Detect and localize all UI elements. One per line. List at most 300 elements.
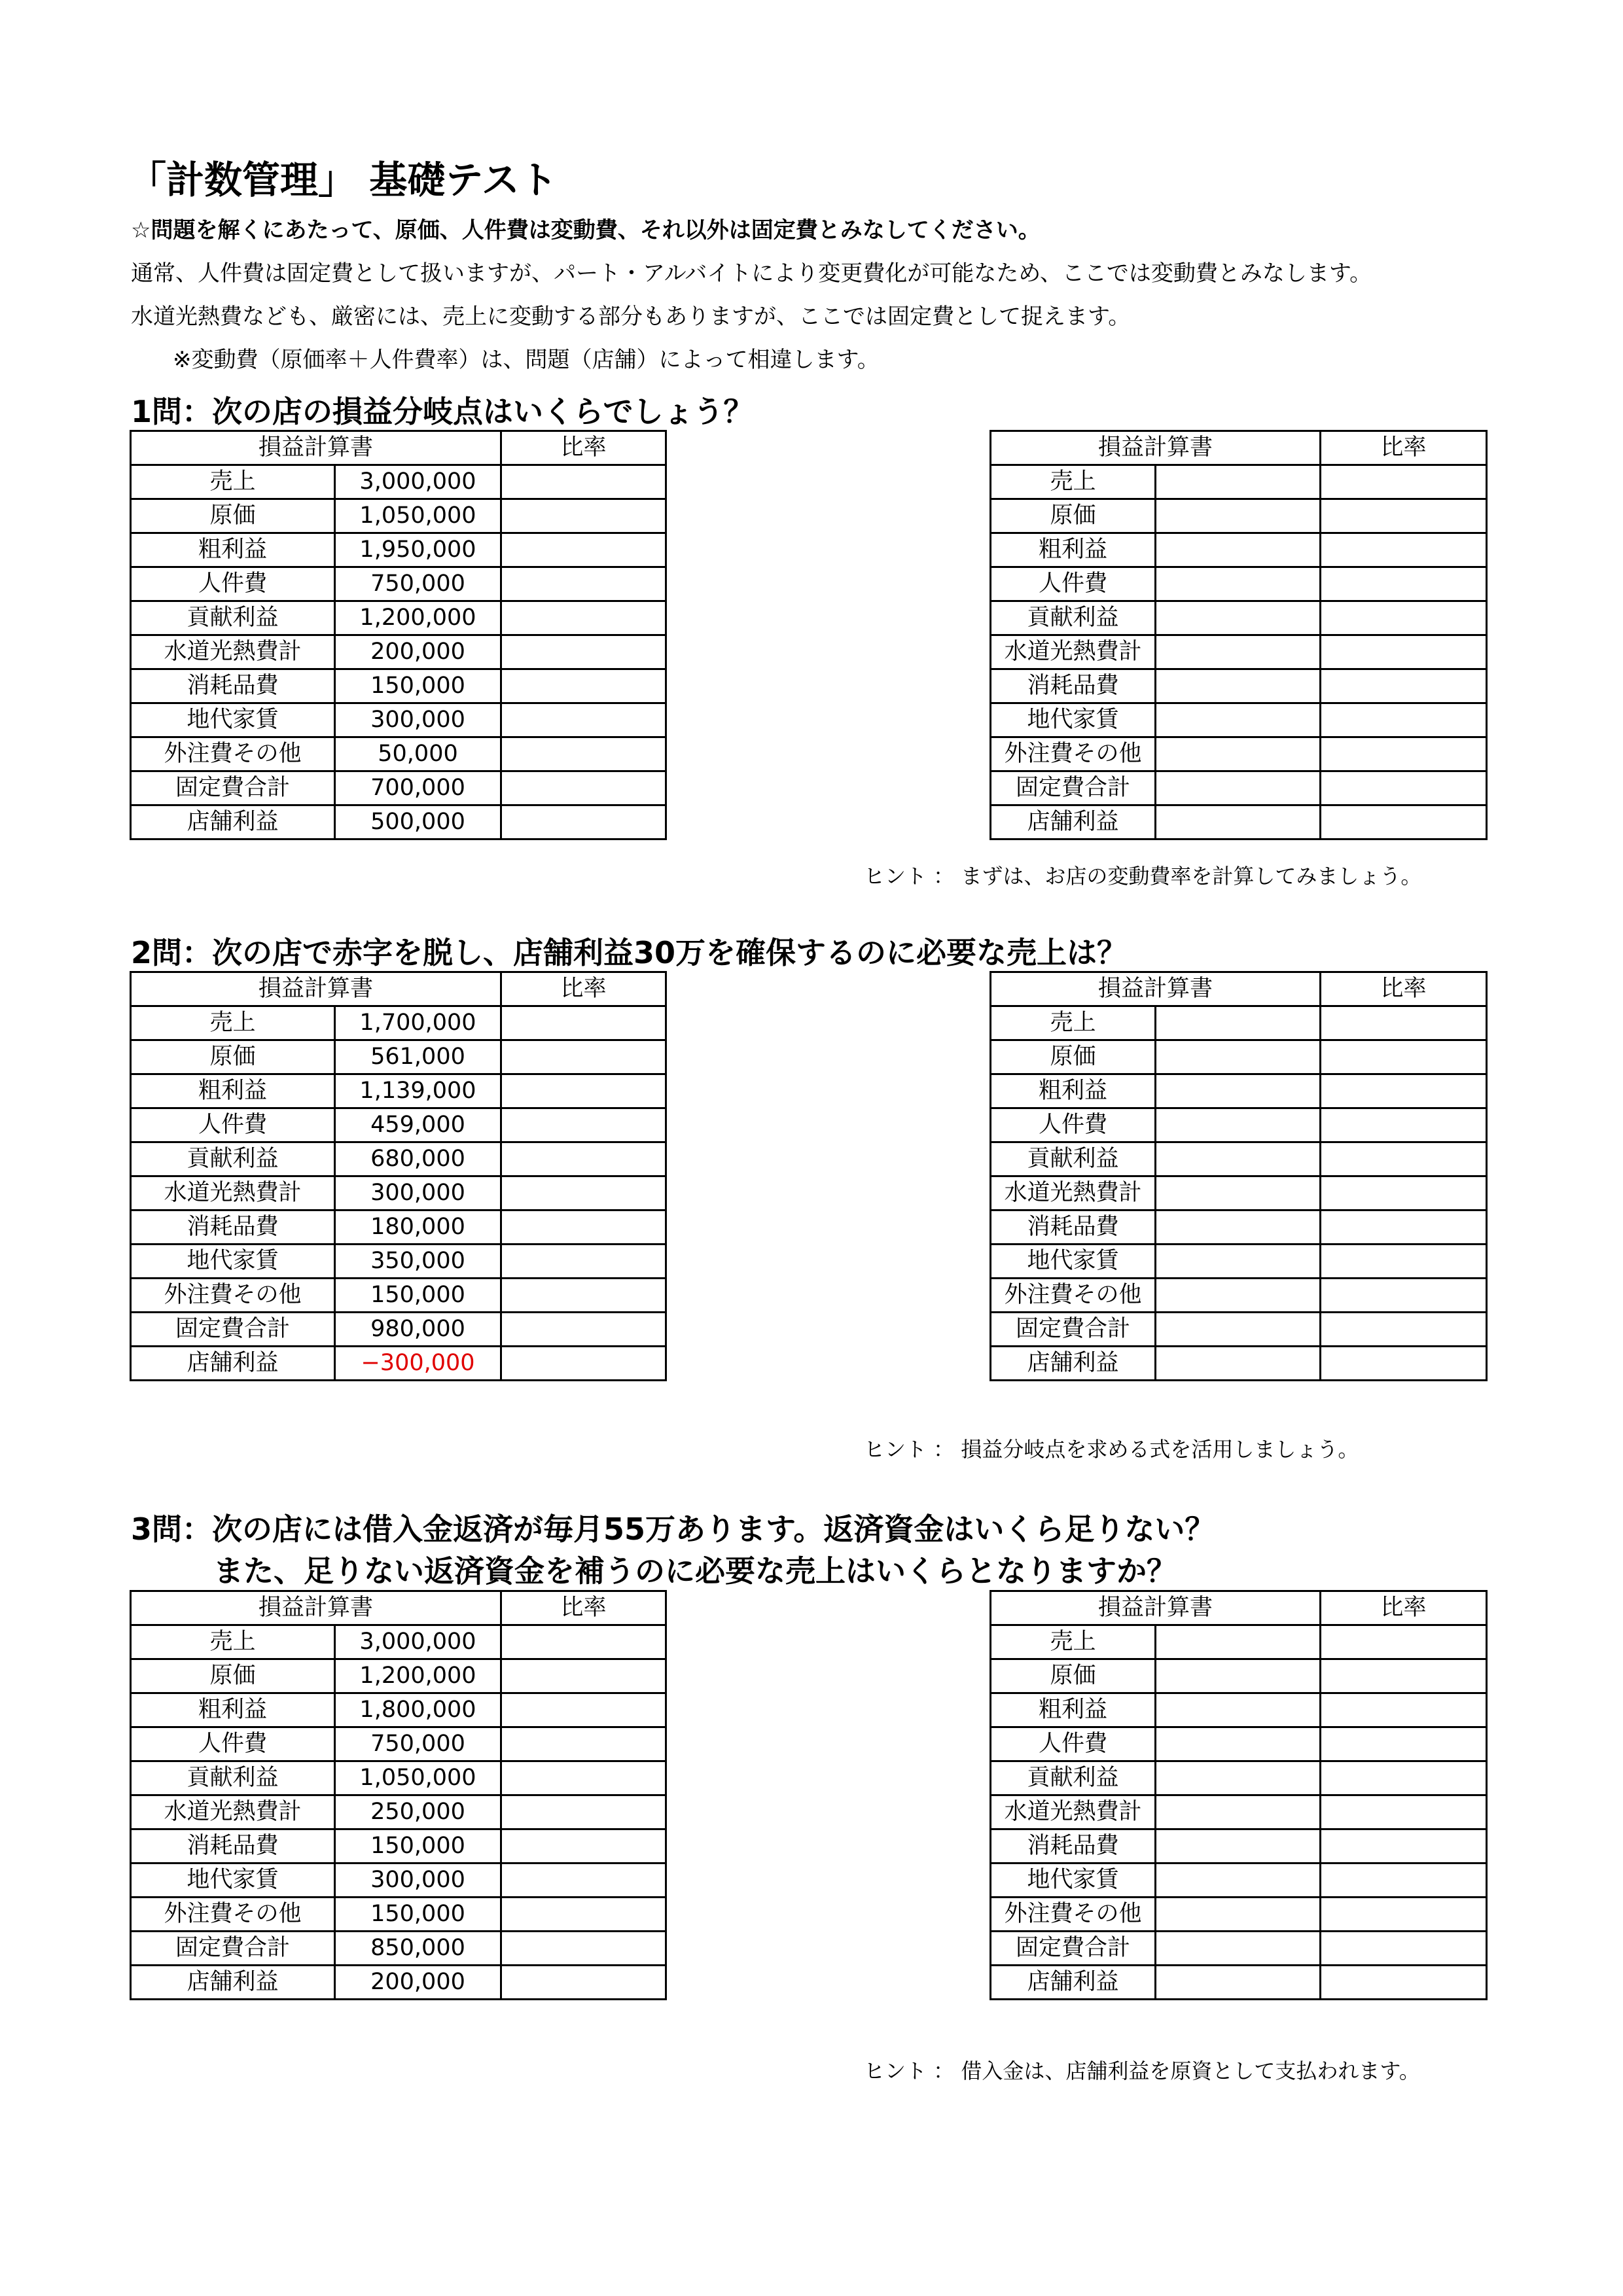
row-label: 外注費その他 xyxy=(131,1279,335,1313)
row-label: 地代家賃 xyxy=(131,1863,335,1898)
answer-value-cell[interactable] xyxy=(1156,1040,1321,1074)
question-3-hint: ヒント ： 借入金は、店舗利益を原資として支払われます。 xyxy=(864,2058,1420,2083)
row-label: 粗利益 xyxy=(991,533,1156,567)
ratio-cell[interactable] xyxy=(501,499,666,533)
table-row xyxy=(131,465,666,499)
statement-header: 損益計算書 xyxy=(131,1591,501,1625)
ratio-cell[interactable] xyxy=(501,1932,666,1966)
table-row xyxy=(131,1210,666,1245)
ratio-cell[interactable] xyxy=(501,771,666,805)
answer-value-cell[interactable] xyxy=(1156,1074,1321,1108)
row-label: 水道光熱費計 xyxy=(991,635,1156,669)
intro-line-3: ※変動費（原価率＋人件費率）は、問題（店舗）によって相違します。 xyxy=(173,347,880,373)
ratio-header: 比率 xyxy=(1321,1591,1487,1625)
ratio-cell[interactable] xyxy=(501,1313,666,1347)
ratio-cell[interactable] xyxy=(501,1966,666,2000)
table-row xyxy=(991,1176,1487,1210)
ratio-cell[interactable] xyxy=(501,1795,666,1829)
row-label: 水道光熱費計 xyxy=(991,1795,1156,1829)
ratio-cell[interactable] xyxy=(501,1279,666,1313)
answer-ratio-cell[interactable] xyxy=(1321,1006,1487,1040)
answer-value-cell[interactable] xyxy=(1156,1210,1321,1245)
row-label: 人件費 xyxy=(991,1108,1156,1142)
row-value: 459,000 xyxy=(335,1108,501,1142)
table-row xyxy=(991,1932,1487,1966)
ratio-cell[interactable] xyxy=(501,669,666,703)
question-1-title: 1問：次の店の損益分岐点はいくらでしょう？ xyxy=(131,394,754,429)
row-value: 350,000 xyxy=(335,1245,501,1279)
row-label: 貢献利益 xyxy=(991,1142,1156,1176)
table-row xyxy=(131,703,666,737)
row-label: 店舗利益 xyxy=(131,805,335,839)
table-header-row xyxy=(991,431,1487,465)
answer-ratio-cell[interactable] xyxy=(1321,1898,1487,1932)
ratio-cell[interactable] xyxy=(501,1727,666,1761)
answer-income-statement-table xyxy=(990,971,1488,1381)
table-row xyxy=(131,533,666,567)
intro-line-2: 水道光熱費なども、厳密には、売上に変動する部分もありますが、ここでは固定費として捉えます。 xyxy=(131,304,1131,330)
row-label: 消耗品費 xyxy=(991,1829,1156,1863)
ratio-cell[interactable] xyxy=(501,1040,666,1074)
table-row xyxy=(991,1142,1487,1176)
answer-value-cell[interactable] xyxy=(1156,567,1321,601)
table-row xyxy=(991,1795,1487,1829)
row-value: 50,000 xyxy=(335,737,501,771)
question-3-title-line-2: また、足りない返済資金を補うのに必要な売上はいくらとなりますか？ xyxy=(213,1553,1177,1589)
answer-ratio-cell[interactable] xyxy=(1321,1313,1487,1347)
row-value: 150,000 xyxy=(335,1829,501,1863)
row-label: 原価 xyxy=(991,1659,1156,1693)
row-label: 粗利益 xyxy=(991,1074,1156,1108)
table-row xyxy=(131,737,666,771)
table-row xyxy=(991,533,1487,567)
answer-ratio-cell[interactable] xyxy=(1321,1074,1487,1108)
ratio-cell[interactable] xyxy=(501,1829,666,1863)
table-row xyxy=(131,1279,666,1313)
table-row xyxy=(131,1795,666,1829)
row-value: 300,000 xyxy=(335,1863,501,1898)
answer-value-cell[interactable] xyxy=(1156,1108,1321,1142)
answer-value-cell[interactable] xyxy=(1156,465,1321,499)
answer-ratio-cell[interactable] xyxy=(1321,1966,1487,2000)
answer-ratio-cell[interactable] xyxy=(1321,1279,1487,1313)
answer-value-cell[interactable] xyxy=(1156,737,1321,771)
row-label: 水道光熱費計 xyxy=(131,1795,335,1829)
answer-value-cell[interactable] xyxy=(1156,1347,1321,1381)
table-row xyxy=(991,1347,1487,1381)
row-value: 680,000 xyxy=(335,1142,501,1176)
answer-ratio-cell[interactable] xyxy=(1321,669,1487,703)
row-value: 750,000 xyxy=(335,567,501,601)
row-label: 固定費合計 xyxy=(131,771,335,805)
answer-value-cell[interactable] xyxy=(1156,1176,1321,1210)
answer-value-cell[interactable] xyxy=(1156,1693,1321,1727)
ratio-cell[interactable] xyxy=(501,737,666,771)
answer-ratio-cell[interactable] xyxy=(1321,1829,1487,1863)
row-label: 貢献利益 xyxy=(991,1761,1156,1795)
row-value: 980,000 xyxy=(335,1313,501,1347)
row-value: 1,200,000 xyxy=(335,1659,501,1693)
table-row xyxy=(991,669,1487,703)
table-row xyxy=(991,1693,1487,1727)
table-row xyxy=(131,1898,666,1932)
row-value: 850,000 xyxy=(335,1932,501,1966)
table-row xyxy=(131,1313,666,1347)
answer-value-cell[interactable] xyxy=(1156,1863,1321,1898)
row-value: 1,050,000 xyxy=(335,1761,501,1795)
statement-header: 損益計算書 xyxy=(991,431,1321,465)
income-statement-table xyxy=(130,430,667,840)
question-1-hint: ヒント ： まずは、お店の変動費率を計算してみましょう。 xyxy=(864,864,1422,889)
row-value: 300,000 xyxy=(335,1176,501,1210)
row-label: 貢献利益 xyxy=(991,601,1156,635)
table-header-row xyxy=(991,1591,1487,1625)
ratio-header: 比率 xyxy=(501,972,666,1006)
answer-ratio-cell[interactable] xyxy=(1321,1727,1487,1761)
row-label: 固定費合計 xyxy=(131,1313,335,1347)
row-value: 1,700,000 xyxy=(335,1006,501,1040)
table-row xyxy=(131,499,666,533)
row-value: 3,000,000 xyxy=(335,1625,501,1659)
table-row xyxy=(131,1966,666,2000)
page-title: 「計数管理」 基礎テスト xyxy=(128,158,558,202)
row-label: 貢献利益 xyxy=(131,1142,335,1176)
row-label: 売上 xyxy=(131,465,335,499)
question-3-title: 3問：次の店には借入金返済が毎月55万あります。返済資金はいくら足りない？ xyxy=(131,1511,1215,1547)
question-2-title: 2問：次の店で赤字を脱し、店舗利益30万を確保するのに必要な売上は？ xyxy=(131,935,1128,970)
answer-value-cell[interactable] xyxy=(1156,805,1321,839)
answer-value-cell[interactable] xyxy=(1156,601,1321,635)
answer-ratio-cell[interactable] xyxy=(1321,465,1487,499)
answer-value-cell[interactable] xyxy=(1156,499,1321,533)
answer-ratio-cell[interactable] xyxy=(1321,1210,1487,1245)
table-row xyxy=(131,1347,666,1381)
row-value: 200,000 xyxy=(335,635,501,669)
table-row xyxy=(991,1659,1487,1693)
instruction-note: ☆問題を解くにあたって、原価、人件費は変動費、それ以外は固定費とみなしてください。 xyxy=(131,217,1041,243)
table-row xyxy=(991,1006,1487,1040)
table-row xyxy=(991,771,1487,805)
table-row xyxy=(991,1245,1487,1279)
row-label: 固定費合計 xyxy=(131,1932,335,1966)
statement-header: 損益計算書 xyxy=(991,1591,1321,1625)
row-value: 561,000 xyxy=(335,1040,501,1074)
row-label: 人件費 xyxy=(991,1727,1156,1761)
table-row xyxy=(131,669,666,703)
ratio-cell[interactable] xyxy=(501,533,666,567)
ratio-cell[interactable] xyxy=(501,1074,666,1108)
row-label: 消耗品費 xyxy=(131,669,335,703)
row-label: 原価 xyxy=(991,499,1156,533)
table-row xyxy=(991,1727,1487,1761)
answer-ratio-cell[interactable] xyxy=(1321,1347,1487,1381)
answer-value-cell[interactable] xyxy=(1156,1659,1321,1693)
answer-value-cell[interactable] xyxy=(1156,1313,1321,1347)
answer-ratio-cell[interactable] xyxy=(1321,805,1487,839)
answer-ratio-cell[interactable] xyxy=(1321,1761,1487,1795)
row-label: 水道光熱費計 xyxy=(131,635,335,669)
row-label: 売上 xyxy=(991,1006,1156,1040)
table-row xyxy=(991,635,1487,669)
ratio-header: 比率 xyxy=(501,431,666,465)
row-label: 水道光熱費計 xyxy=(991,1176,1156,1210)
intro-line-1: 通常、人件費は固定費として扱いますが、パート・アルバイトにより変更費化が可能なため、ここでは変動費とみなします。 xyxy=(131,260,1372,287)
ratio-cell[interactable] xyxy=(501,1659,666,1693)
table-row xyxy=(131,567,666,601)
answer-ratio-cell[interactable] xyxy=(1321,1659,1487,1693)
row-label: 粗利益 xyxy=(131,533,335,567)
row-label: 人件費 xyxy=(131,1108,335,1142)
row-label: 粗利益 xyxy=(131,1074,335,1108)
row-label: 固定費合計 xyxy=(991,1313,1156,1347)
answer-ratio-cell[interactable] xyxy=(1321,1245,1487,1279)
ratio-cell[interactable] xyxy=(501,1108,666,1142)
row-label: 店舗利益 xyxy=(991,1966,1156,2000)
answer-ratio-cell[interactable] xyxy=(1321,533,1487,567)
row-label: 外注費その他 xyxy=(991,1898,1156,1932)
table-row xyxy=(991,1108,1487,1142)
ratio-cell[interactable] xyxy=(501,1693,666,1727)
table-row xyxy=(991,465,1487,499)
row-label: 貢献利益 xyxy=(131,601,335,635)
answer-value-cell[interactable] xyxy=(1156,1932,1321,1966)
table-header-row xyxy=(131,431,666,465)
ratio-cell[interactable] xyxy=(501,1176,666,1210)
row-label: 店舗利益 xyxy=(991,805,1156,839)
table-row xyxy=(131,1932,666,1966)
answer-ratio-cell[interactable] xyxy=(1321,1693,1487,1727)
row-value: 1,200,000 xyxy=(335,601,501,635)
row-label: 固定費合計 xyxy=(991,771,1156,805)
row-value: 150,000 xyxy=(335,1898,501,1932)
table-row xyxy=(131,771,666,805)
table-row xyxy=(131,1142,666,1176)
ratio-cell[interactable] xyxy=(501,635,666,669)
ratio-cell[interactable] xyxy=(501,601,666,635)
answer-value-cell[interactable] xyxy=(1156,1727,1321,1761)
statement-header: 損益計算書 xyxy=(991,972,1321,1006)
answer-ratio-cell[interactable] xyxy=(1321,1863,1487,1898)
answer-value-cell[interactable] xyxy=(1156,1245,1321,1279)
answer-ratio-cell[interactable] xyxy=(1321,1108,1487,1142)
table-row xyxy=(131,1863,666,1898)
answer-value-cell[interactable] xyxy=(1156,533,1321,567)
table-row xyxy=(131,1727,666,1761)
answer-ratio-cell[interactable] xyxy=(1321,1142,1487,1176)
table-header-row xyxy=(131,1591,666,1625)
table-row xyxy=(991,1040,1487,1074)
statement-header: 損益計算書 xyxy=(131,431,501,465)
answer-value-cell[interactable] xyxy=(1156,1625,1321,1659)
row-label: 外注費その他 xyxy=(991,1279,1156,1313)
row-label: 粗利益 xyxy=(131,1693,335,1727)
row-value: 200,000 xyxy=(335,1966,501,2000)
row-label: 外注費その他 xyxy=(991,737,1156,771)
row-label: 消耗品費 xyxy=(991,669,1156,703)
table-row xyxy=(991,737,1487,771)
ratio-cell[interactable] xyxy=(501,1245,666,1279)
table-row xyxy=(991,1829,1487,1863)
row-value: −300,000 xyxy=(335,1347,501,1381)
ratio-cell[interactable] xyxy=(501,1142,666,1176)
question-2-hint: ヒント ： 損益分岐点を求める式を活用しましょう。 xyxy=(864,1437,1359,1462)
row-label: 消耗品費 xyxy=(131,1829,335,1863)
answer-value-cell[interactable] xyxy=(1156,1966,1321,2000)
row-label: 水道光熱費計 xyxy=(131,1176,335,1210)
row-value: 150,000 xyxy=(335,669,501,703)
answer-value-cell[interactable] xyxy=(1156,703,1321,737)
table-row xyxy=(131,1074,666,1108)
table-row xyxy=(131,1108,666,1142)
row-label: 外注費その他 xyxy=(131,737,335,771)
row-label: 原価 xyxy=(131,1040,335,1074)
row-value: 3,000,000 xyxy=(335,465,501,499)
table-row xyxy=(131,1693,666,1727)
answer-value-cell[interactable] xyxy=(1156,1279,1321,1313)
table-row xyxy=(991,1074,1487,1108)
answer-value-cell[interactable] xyxy=(1156,669,1321,703)
row-value: 750,000 xyxy=(335,1727,501,1761)
ratio-cell[interactable] xyxy=(501,805,666,839)
row-label: 人件費 xyxy=(131,567,335,601)
table-row xyxy=(131,1176,666,1210)
ratio-cell[interactable] xyxy=(501,1863,666,1898)
row-label: 人件費 xyxy=(991,567,1156,601)
row-label: 消耗品費 xyxy=(991,1210,1156,1245)
answer-ratio-cell[interactable] xyxy=(1321,703,1487,737)
table-row xyxy=(131,635,666,669)
row-label: 粗利益 xyxy=(991,1693,1156,1727)
ratio-header: 比率 xyxy=(1321,431,1487,465)
table-row xyxy=(131,1829,666,1863)
answer-value-cell[interactable] xyxy=(1156,1006,1321,1040)
table-row xyxy=(131,601,666,635)
row-label: 地代家賃 xyxy=(991,1245,1156,1279)
answer-ratio-cell[interactable] xyxy=(1321,601,1487,635)
row-label: 地代家賃 xyxy=(991,1863,1156,1898)
table-row xyxy=(131,1761,666,1795)
table-row xyxy=(991,1279,1487,1313)
ratio-cell[interactable] xyxy=(501,1347,666,1381)
row-value: 150,000 xyxy=(335,1279,501,1313)
table-row xyxy=(991,499,1487,533)
answer-value-cell[interactable] xyxy=(1156,635,1321,669)
ratio-cell[interactable] xyxy=(501,567,666,601)
row-value: 250,000 xyxy=(335,1795,501,1829)
ratio-cell[interactable] xyxy=(501,465,666,499)
table-row xyxy=(131,805,666,839)
row-label: 消耗品費 xyxy=(131,1210,335,1245)
row-label: 原価 xyxy=(131,1659,335,1693)
row-label: 貢献利益 xyxy=(131,1761,335,1795)
row-value: 1,139,000 xyxy=(335,1074,501,1108)
answer-ratio-cell[interactable] xyxy=(1321,771,1487,805)
row-label: 外注費その他 xyxy=(131,1898,335,1932)
answer-value-cell[interactable] xyxy=(1156,1898,1321,1932)
table-row xyxy=(991,1313,1487,1347)
row-label: 売上 xyxy=(131,1625,335,1659)
answer-ratio-cell[interactable] xyxy=(1321,1040,1487,1074)
row-label: 売上 xyxy=(131,1006,335,1040)
table-row xyxy=(991,1761,1487,1795)
answer-ratio-cell[interactable] xyxy=(1321,1176,1487,1210)
row-label: 地代家賃 xyxy=(131,703,335,737)
ratio-cell[interactable] xyxy=(501,1761,666,1795)
row-label: 原価 xyxy=(991,1040,1156,1074)
row-value: 1,950,000 xyxy=(335,533,501,567)
answer-ratio-cell[interactable] xyxy=(1321,499,1487,533)
row-value: 1,800,000 xyxy=(335,1693,501,1727)
row-value: 180,000 xyxy=(335,1210,501,1245)
row-label: 地代家賃 xyxy=(131,1245,335,1279)
table-row xyxy=(131,1245,666,1279)
row-label: 地代家賃 xyxy=(991,703,1156,737)
answer-value-cell[interactable] xyxy=(1156,1829,1321,1863)
row-label: 固定費合計 xyxy=(991,1932,1156,1966)
table-header-row xyxy=(991,972,1487,1006)
ratio-header: 比率 xyxy=(1321,972,1487,1006)
table-row xyxy=(131,1040,666,1074)
row-label: 店舗利益 xyxy=(131,1966,335,2000)
ratio-cell[interactable] xyxy=(501,703,666,737)
answer-ratio-cell[interactable] xyxy=(1321,1795,1487,1829)
table-row xyxy=(991,1898,1487,1932)
answer-ratio-cell[interactable] xyxy=(1321,1932,1487,1966)
row-label: 売上 xyxy=(991,1625,1156,1659)
table-row xyxy=(991,1863,1487,1898)
table-row xyxy=(991,1625,1487,1659)
answer-income-statement-table xyxy=(990,430,1488,840)
answer-value-cell[interactable] xyxy=(1156,1761,1321,1795)
row-label: 原価 xyxy=(131,499,335,533)
answer-value-cell[interactable] xyxy=(1156,1142,1321,1176)
answer-ratio-cell[interactable] xyxy=(1321,737,1487,771)
row-value: 700,000 xyxy=(335,771,501,805)
answer-value-cell[interactable] xyxy=(1156,771,1321,805)
answer-value-cell[interactable] xyxy=(1156,1795,1321,1829)
table-row xyxy=(991,1210,1487,1245)
table-row xyxy=(131,1006,666,1040)
income-statement-table xyxy=(130,971,667,1381)
ratio-cell[interactable] xyxy=(501,1006,666,1040)
row-value: 1,050,000 xyxy=(335,499,501,533)
answer-ratio-cell[interactable] xyxy=(1321,1625,1487,1659)
answer-ratio-cell[interactable] xyxy=(1321,567,1487,601)
table-row xyxy=(991,703,1487,737)
table-header-row xyxy=(131,972,666,1006)
statement-header: 損益計算書 xyxy=(131,972,501,1006)
ratio-cell[interactable] xyxy=(501,1625,666,1659)
table-row xyxy=(991,805,1487,839)
table-row xyxy=(131,1659,666,1693)
ratio-cell[interactable] xyxy=(501,1898,666,1932)
table-row xyxy=(991,601,1487,635)
table-row xyxy=(991,567,1487,601)
row-label: 人件費 xyxy=(131,1727,335,1761)
answer-income-statement-table xyxy=(990,1590,1488,2000)
row-value: 300,000 xyxy=(335,703,501,737)
row-value: 500,000 xyxy=(335,805,501,839)
table-row xyxy=(131,1625,666,1659)
row-label: 売上 xyxy=(991,465,1156,499)
income-statement-table xyxy=(130,1590,667,2000)
row-label: 店舗利益 xyxy=(131,1347,335,1381)
ratio-cell[interactable] xyxy=(501,1210,666,1245)
row-label: 店舗利益 xyxy=(991,1347,1156,1381)
table-row xyxy=(991,1966,1487,2000)
ratio-header: 比率 xyxy=(501,1591,666,1625)
answer-ratio-cell[interactable] xyxy=(1321,635,1487,669)
